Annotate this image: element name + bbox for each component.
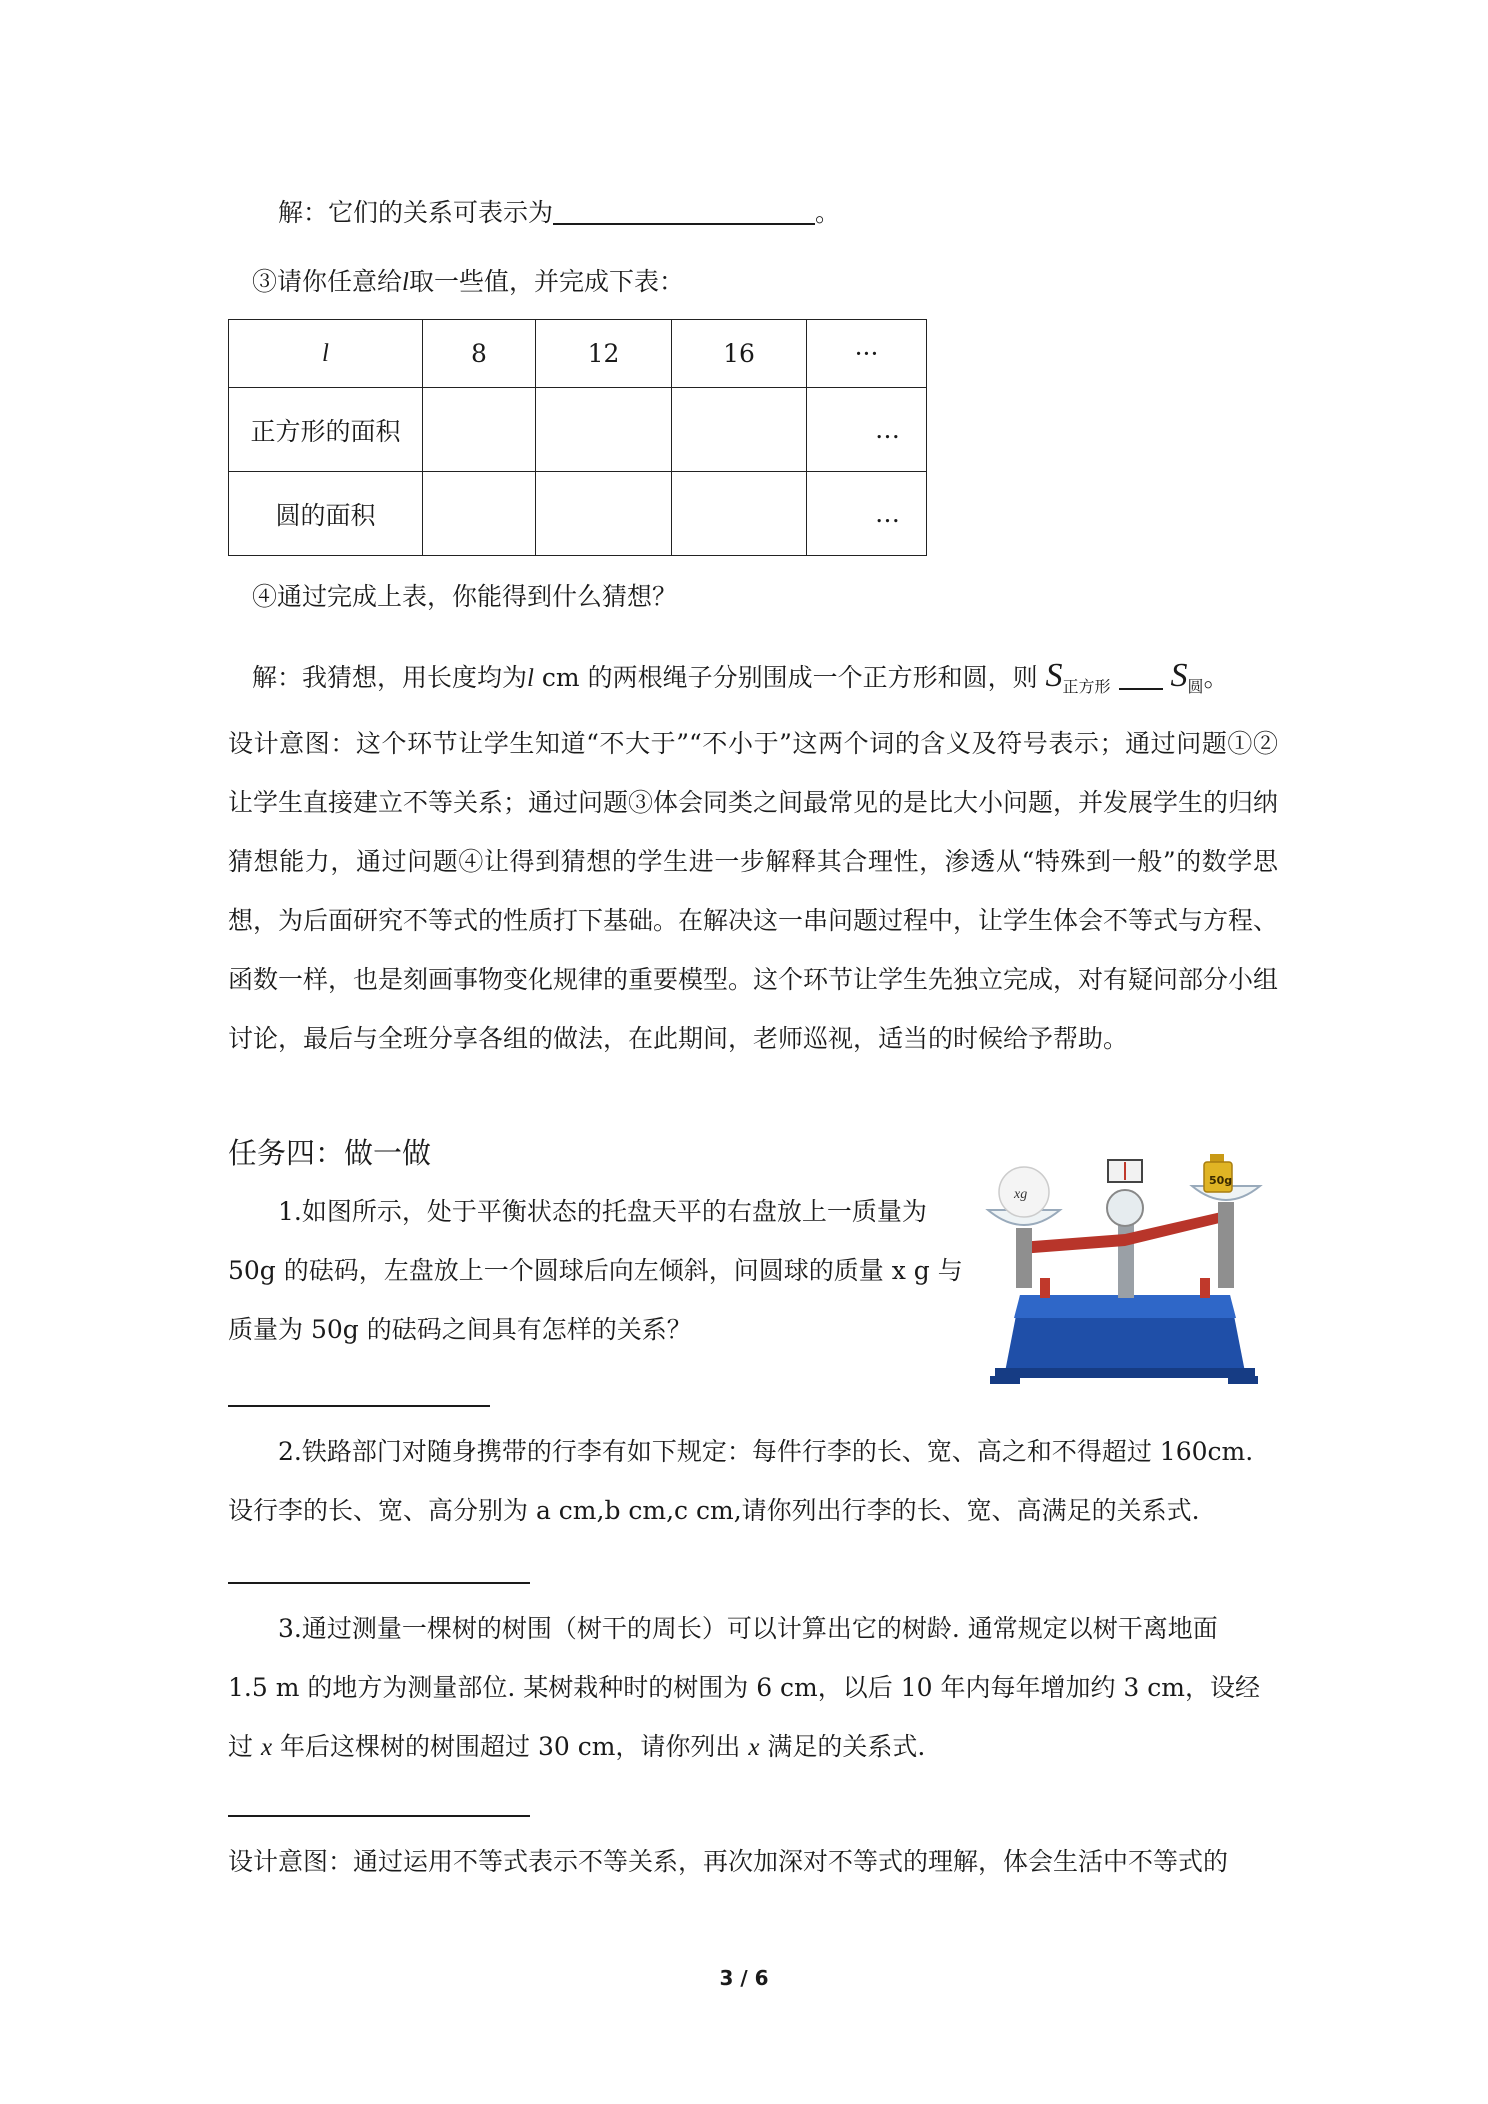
table-header-cell: 8 — [423, 320, 536, 388]
s-circle-subscript: 圆 — [1187, 677, 1204, 696]
weight-label: 50g — [1209, 1174, 1233, 1187]
table-row — [229, 388, 927, 472]
question-4-prompt: ④通过完成上表，你能得到什么猜想？ — [252, 582, 678, 611]
scale-foot-left — [990, 1376, 1020, 1384]
table-header-row — [229, 320, 927, 388]
comparison-blank[interactable] — [1119, 662, 1163, 690]
q3-prefix: ③请你任意给 — [252, 267, 403, 296]
problem-3-line — [228, 1727, 925, 1768]
scale-base-foot — [995, 1368, 1255, 1378]
conjecture-variable: l — [527, 665, 534, 692]
answer-blank[interactable] — [553, 197, 815, 225]
table-cell-empty[interactable] — [672, 388, 807, 472]
table-row — [229, 472, 927, 556]
table-row-label: 圆的面积 — [229, 472, 423, 556]
answer-line-3[interactable] — [228, 1815, 530, 1817]
adjust-knob-left — [1040, 1278, 1050, 1298]
table-header-cell: 12 — [536, 320, 672, 388]
center-pillar — [1118, 1220, 1134, 1298]
right-pan-stem — [1218, 1202, 1234, 1288]
table-cell-empty[interactable] — [536, 472, 672, 556]
table-header-cell: l — [229, 320, 423, 388]
table-cell-empty[interactable] — [672, 472, 807, 556]
conjecture-end: 。 — [1203, 663, 1229, 692]
task-4-heading: 任务四：做一做 — [228, 1136, 432, 1170]
conjecture-prefix: 解：我猜想，用长度均为 — [252, 663, 528, 692]
balance-scale-image — [980, 1150, 1270, 1388]
s-circle-symbol: S — [1170, 657, 1188, 694]
p3-text-a: 过 — [228, 1732, 261, 1761]
solution-relation-text: 解：它们的关系可表示为 — [278, 198, 554, 227]
center-globe — [1107, 1190, 1143, 1226]
problem-2-line: 2.铁路部门对随身携带的行李有如下规定：每件行李的长、宽、高之和不得超过 160cm. — [278, 1437, 1254, 1466]
page-number: 3 / 6 — [719, 1966, 769, 1990]
q3-variable: l — [402, 269, 409, 296]
answer-line-1[interactable] — [228, 1405, 490, 1407]
table-cell-empty[interactable] — [423, 388, 536, 472]
solution-relation-end: 。 — [815, 198, 841, 227]
p3-variable-x: x — [748, 1734, 760, 1761]
problem-2-line: 设行李的长、宽、高分别为 a cm,b cm,c cm,请你列出行李的长、宽、高满足的关系式. — [228, 1496, 1200, 1525]
table-header-cell: 16 — [672, 320, 807, 388]
values-table — [228, 319, 927, 556]
p3-text-c: 满足的关系式. — [759, 1732, 926, 1761]
design-intent-paragraph: 设计意图：通过运用不等式表示不等关系，再次加深对不等式的理解，体会生活中不等式的 — [228, 1847, 1229, 1876]
conjecture-middle: cm 的两根绳子分别围成一个正方形和圆，则 — [533, 663, 1046, 692]
ball-label: xg — [1014, 1187, 1028, 1202]
table-cell-empty[interactable] — [536, 388, 672, 472]
scale-base-top — [1014, 1295, 1236, 1318]
left-pan-stem — [1016, 1228, 1032, 1288]
table-header-cell: ··· — [807, 320, 927, 388]
s-square-symbol: S — [1045, 657, 1063, 694]
problem-1-line: 50g 的砝码，左盘放上一个圆球后向左倾斜，问圆球的质量 x g 与 — [228, 1256, 963, 1285]
table-cell-ellipsis: … — [807, 472, 927, 556]
table-row-label: 正方形的面积 — [229, 388, 423, 472]
problem-3-line: 3.通过测量一棵树的树围（树干的周长）可以计算出它的树龄. 通常规定以树干离地面 — [278, 1614, 1218, 1643]
p3-variable-x: x — [260, 1734, 273, 1761]
p3-text-b: 年后这棵树的树围超过 30 cm，请你列出 — [272, 1732, 749, 1761]
problem-1-line: 1.如图所示，处于平衡状态的托盘天平的右盘放上一质量为 — [278, 1197, 927, 1226]
q3-suffix: 取一些值，并完成下表： — [408, 267, 684, 296]
problem-1-line: 质量为 50g 的砝码之间具有怎样的关系？ — [228, 1315, 692, 1344]
problem-3-line: 1.5 m 的地方为测量部位. 某树栽种时的树围为 6 cm，以后 10 年内每年增加约 3 cm，设经 — [228, 1673, 1260, 1702]
design-intent-paragraph: 设计意图：这个环节让学生知道“不大于”“不小于”这两个词的含义及符号表示；通过问题①②让学生直接建立不等关系；通过问题③体会同类之间最常见的是比大小问题，并发展学生的归纳猜想能力，通过问题④让得到猜想的学生进一步解释其合理性，渗透从“特殊到一般”的数学思想，为后面研究不等式的性质打下基础。在解决这一串问题过程中，让学生体会不等式与方程、函数一样，也是刻画事物变化规律的重要模型。这个环节让学生先独立完成，对有疑问部分小组讨论，最后与全班分享各组的做法，在此期间，老师巡视，适当的时候给予帮助。 — [228, 729, 1279, 1053]
answer-line-2[interactable] — [228, 1582, 530, 1584]
table-cell-empty[interactable] — [423, 472, 536, 556]
solution-relation-line — [278, 193, 840, 233]
scale-foot-right — [1228, 1376, 1258, 1384]
s-square-subscript: 正方形 — [1062, 677, 1111, 696]
adjust-knob-right — [1200, 1278, 1210, 1298]
table-cell-ellipsis: … — [807, 388, 927, 472]
conjecture-line — [252, 656, 1229, 707]
question-3-prompt — [252, 262, 684, 303]
